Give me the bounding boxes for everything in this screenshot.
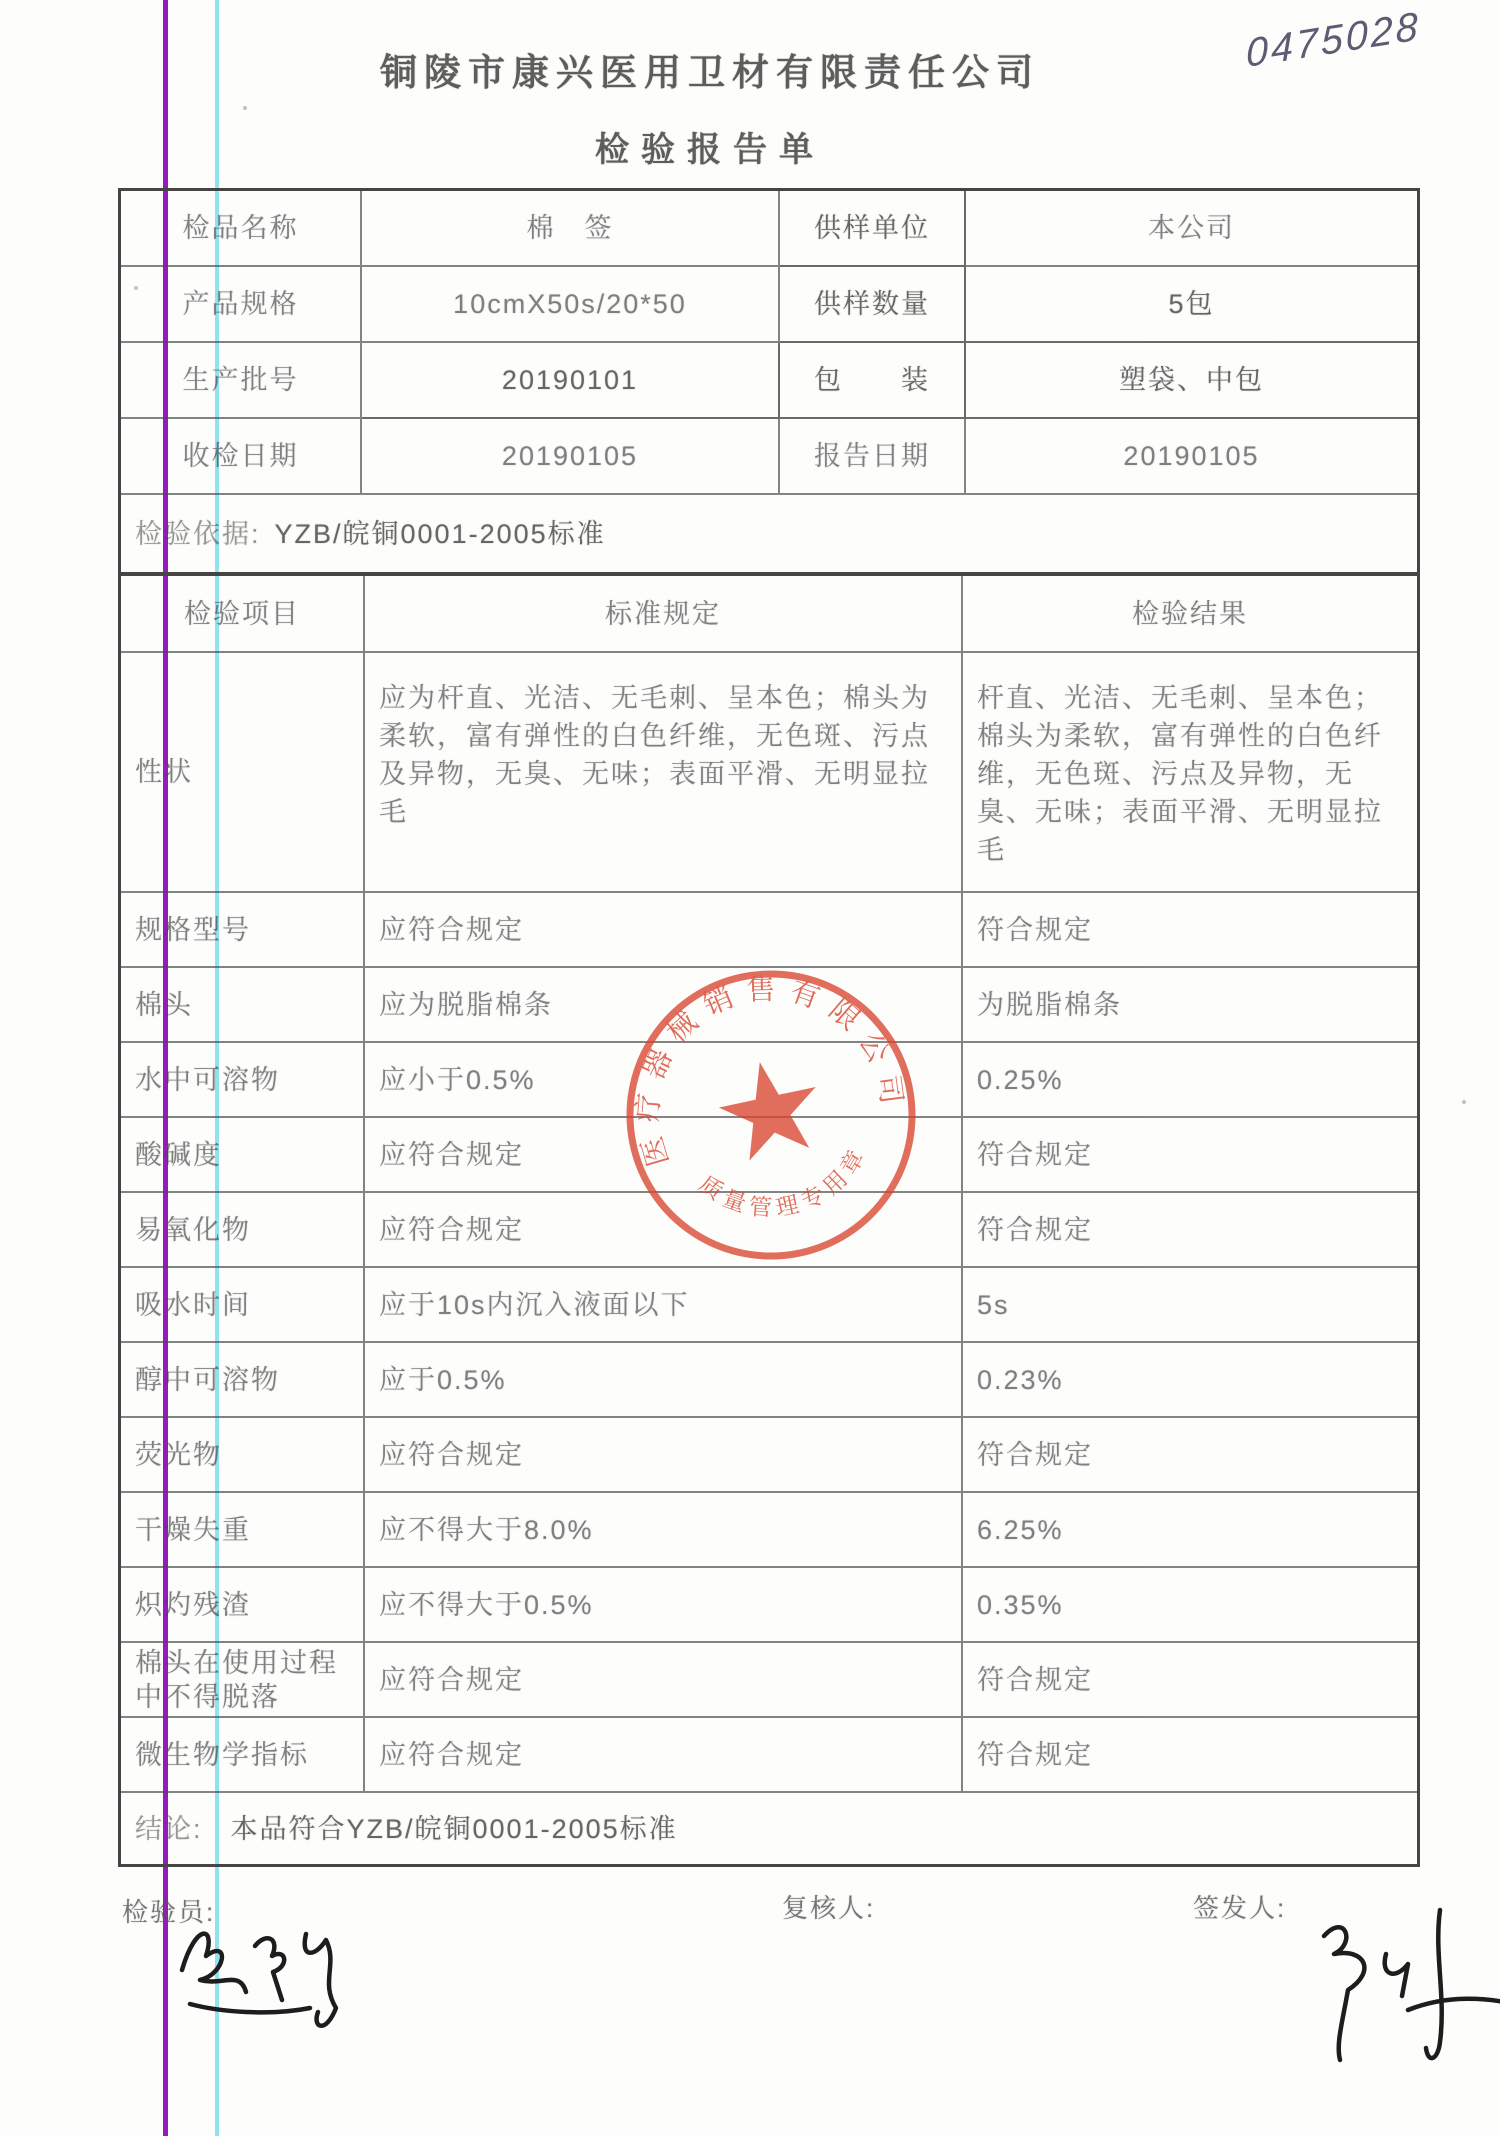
column-header-result: 检验结果 (963, 576, 1417, 653)
item-result: 符合规定 (963, 1718, 1417, 1793)
item-name: 棉头 (121, 968, 365, 1043)
item-spec: 应不得大于0.5% (365, 1568, 963, 1643)
item-spec: 应不得大于8.0% (365, 1493, 963, 1568)
info-label: 生产批号 (121, 343, 362, 419)
item-name: 规格型号 (121, 893, 365, 968)
inspection-basis-row (121, 495, 1417, 572)
inspection-basis-text: YZB/皖铜0001-2005标准 (274, 518, 606, 549)
info-label: 报告日期 (780, 419, 966, 495)
info-value: 5包 (966, 267, 1417, 343)
item-spec: 应符合规定 (365, 1718, 963, 1793)
item-name: 水中可溶物 (121, 1043, 365, 1118)
info-label: 产品规格 (121, 267, 362, 343)
item-result: 符合规定 (963, 1418, 1417, 1493)
item-name: 吸水时间 (121, 1268, 365, 1343)
svg-text:质量管理专用章 (691, 1137, 882, 1237)
info-label: 供样单位 (780, 191, 966, 267)
column-header-spec: 标准规定 (365, 576, 963, 653)
item-result: 符合规定 (963, 893, 1417, 968)
item-spec: 应小于0.5% (365, 1043, 963, 1118)
column-header-item: 检验项目 (121, 576, 365, 653)
item-result: 符合规定 (963, 1643, 1417, 1718)
item-spec: 应符合规定 (365, 1643, 963, 1718)
item-spec: 应符合规定 (365, 1118, 963, 1193)
item-name: 炽灼残渣 (121, 1568, 365, 1643)
item-spec: 应符合规定 (365, 1193, 963, 1268)
sample-info-table (118, 188, 1420, 575)
item-name: 性状 (121, 653, 365, 893)
item-result: 6.25% (963, 1493, 1417, 1568)
item-spec: 应为杆直、光洁、无毛刺、呈本色；棉头为柔软，富有弹性的白色纤维，无色斑、污点及异物，无臭、无味；表面平滑、无明显拉毛 (365, 653, 963, 893)
info-value: 塑袋、中包 (966, 343, 1417, 419)
item-spec: 应为脱脂棉条 (365, 968, 963, 1043)
item-result: 0.23% (963, 1343, 1417, 1418)
handwritten-serial-number: 0475028 (1245, 3, 1422, 77)
company-name: 铜陵市康兴医用卫材有限责任公司 (380, 52, 1040, 93)
item-result: 5s (963, 1268, 1417, 1343)
inspector-signature (160, 1908, 380, 2048)
item-spec: 应于10s内沉入液面以下 (365, 1268, 963, 1343)
info-value: 20190101 (362, 343, 780, 419)
item-result: 符合规定 (963, 1193, 1417, 1268)
conclusion-label: 结论: (135, 1813, 203, 1844)
issuer-signature (1290, 1892, 1500, 2072)
item-name: 酸碱度 (121, 1118, 365, 1193)
item-name: 微生物学指标 (121, 1718, 365, 1793)
inspection-basis-label: 检验依据: (135, 518, 261, 549)
item-name: 醇中可溶物 (121, 1343, 365, 1418)
info-label: 包 装 (780, 343, 966, 419)
conclusion-text: 本品符合YZB/皖铜0001-2005标准 (230, 1813, 678, 1844)
info-value: 10cmX50s/20*50 (362, 267, 780, 343)
reviewer-label: 复核人: (782, 1893, 876, 1923)
stamp-ring-text: 医疗器械销售有限公司 (631, 973, 909, 1170)
info-label: 供样数量 (780, 267, 966, 343)
item-result: 0.25% (963, 1043, 1417, 1118)
item-spec: 应于0.5% (365, 1343, 963, 1418)
info-label: 收检日期 (121, 419, 362, 495)
item-name: 棉头在使用过程中不得脱落 (121, 1643, 365, 1718)
stamp-inner-text: 质量管理专用章 (694, 1140, 873, 1222)
item-name: 荧光物 (121, 1418, 365, 1493)
info-value: 本公司 (966, 191, 1417, 267)
issuer-label: 签发人: (1193, 1893, 1287, 1923)
item-name: 干燥失重 (121, 1493, 365, 1568)
stamp-star-icon (711, 1052, 827, 1165)
report-title: 检验报告单 (595, 131, 825, 169)
item-result: 杆直、光洁、无毛刺、呈本色；棉头为柔软，富有弹性的白色纤维，无色斑、污点及异物，无臭、无味；表面平滑、无明显拉毛 (963, 653, 1417, 893)
scan-speck (1462, 1100, 1466, 1104)
inspector-label: 检验员: (122, 1897, 216, 1927)
info-value: 20190105 (362, 419, 780, 495)
scan-speck (243, 106, 247, 110)
item-result: 为脱脂棉条 (963, 968, 1417, 1043)
item-spec: 应符合规定 (365, 1418, 963, 1493)
item-result: 符合规定 (963, 1118, 1417, 1193)
info-value: 棉 签 (362, 191, 780, 267)
item-name: 易氧化物 (121, 1193, 365, 1268)
info-label: 检品名称 (121, 191, 362, 267)
info-value: 20190105 (966, 419, 1417, 495)
item-spec: 应符合规定 (365, 893, 963, 968)
conclusion-row (121, 1793, 1417, 1864)
item-result: 0.35% (963, 1568, 1417, 1643)
company-stamp (590, 934, 953, 1297)
